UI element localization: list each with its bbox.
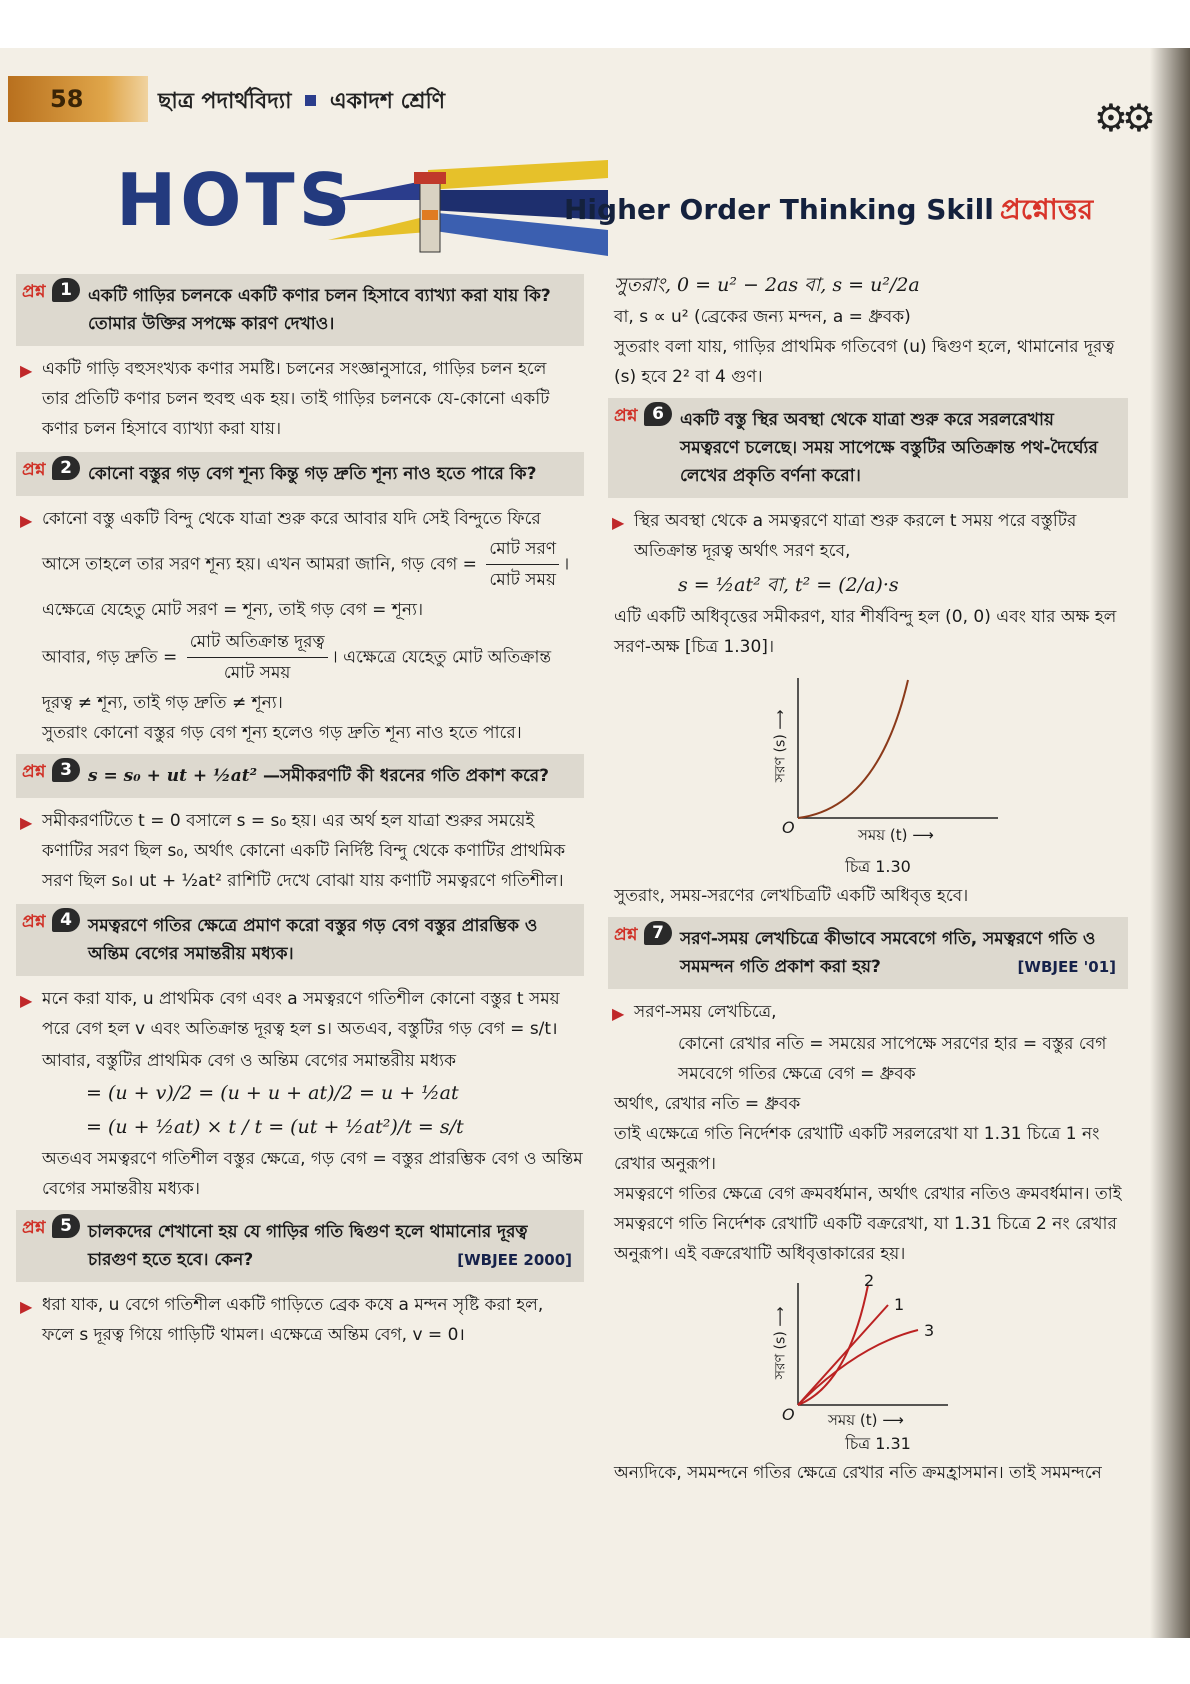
fraction: $\frac{\text{মোট সরণ}}{\text{মোট সময়}}$ — [486, 534, 559, 595]
question-2: প্রশ্ন 2 কোনো বস্তুর গড় বেগ শূন্য কিন্তু গড় দ্রুতি শূন্য নাও হতে পারে কি? — [16, 452, 584, 496]
question-6: প্রশ্ন 6 একটি বস্তু স্থির অবস্থা থেকে যাত্রা শুরু করে সরলরেখায় সমত্বরণে চলেছে। সময় সাপেক্ষে বস্তুটির অতিক্রান্ত পথ-দৈর্ঘ্যের লেখের প্রকৃতি বর্ণনা করো। — [608, 398, 1128, 498]
equation: = (u + ½at) × t / t = (ut + ½at²)/t = s/t — [86, 1116, 464, 1138]
graph-origin: O — [782, 1405, 795, 1424]
question-text: —সমীকরণটি কী ধরনের গতি প্রকাশ করে? — [263, 766, 550, 786]
question-label: প্রশ্ন — [22, 282, 46, 302]
answer-7-line: সমত্বরণে গতির ক্ষেত্রে বেগ ক্রমবর্ধমান, অর্থাৎ রেখার নতিও ক্রমবর্ধমান। তাই সমত্বরণে গতি নির্দেশক রেখাটি একটি বক্ররেখা, যা 1.31 চিত্রে 2 নং রেখার অনুরূপ। এই বক্ররেখাটি অধিবৃত্তাকারের হয়। — [614, 1184, 1122, 1264]
answer-7: ▶ সরণ-সময় লেখচিত্রে, — [608, 995, 1128, 1029]
answer-3: ▶ সমীকরণটিতে t = 0 বসালে s = s₀ হয়। এর অর্থ হল যাত্রা শুরুর সময়েই কণাটির সরণ ছিল s₀, অর্থাৎ কোনো একটি নির্দিষ্ট বিন্দু থেকে কণাটির প্রাথমিক সরণ ছিল s₀। ut + ½at² রাশিটি দেখে বোঝা যায় কণাটি সমত্বরণে গতিশীল। — [16, 804, 584, 898]
graph-y-label: সরণ (s) ⟶ — [772, 709, 789, 783]
triangle-bullet-icon: ▶ — [20, 361, 33, 380]
left-column — [16, 268, 584, 1352]
graph-y-label: সরণ (s) ⟶ — [772, 1306, 789, 1380]
answer-7-line: কোনো রেখার নতি = সময়ের সাপেক্ষে সরণের হার = বস্তুর বেগ — [678, 1034, 1107, 1054]
answer-4-line: আবার, বস্তুটির প্রাথমিক বেগ ও অন্তিম বেগের সমান্তরীয় মধ্যক — [42, 1051, 456, 1071]
hots-logo: HOTS — [116, 158, 355, 242]
fraction: $\frac{\text{মোট অতিক্রান্ত দূরত্ব}}{\text{মোট সময়}}$ — [187, 627, 328, 688]
answer-5-line: সুতরাং বলা যায়, গাড়ির প্রাথমিক গতিবেগ (u) দ্বিগুণ হলে, থামানোর দূরত্ব (s) হবে 2² বা 4 গুণ। — [614, 337, 1115, 387]
equation: s = s₀ + ut + ½at² — [88, 766, 258, 786]
scan-top-margin — [0, 0, 1190, 48]
graph-x-label: সময় (t) ⟶ — [858, 826, 934, 844]
question-5: প্রশ্ন 5 চালকদের শেখানো হয় যে গাড়ির গতি দ্বিগুণ হলে থামানোর দূরত্ব চারগুণ হতে হবে। কেন? [WBJEE 2000] — [16, 1210, 584, 1282]
question-text: চালকদের শেখানো হয় যে গাড়ির গতি দ্বিগুণ হলে থামানোর দূরত্ব চারগুণ হতে হবে। কেন? — [88, 1222, 528, 1270]
answer-5: ▶ ধরা যাক, u বেগে গতিশীল একটি গাড়িতে ব্রেক কষে a মন্দন সৃষ্টি করা হল, ফলে s দূরত্ব গিয়ে গাড়িটি থামল। এক্ষেত্রে অন্তিম বেগ, v = 0। — [16, 1288, 584, 1352]
answer-6-line: এটি একটি অধিবৃত্তের সমীকরণ, যার শীর্ষবিন্দু হল (0, 0) এবং যার অক্ষ হল সরণ-অক্ষ [চিত্র 1.30]। — [614, 607, 1117, 657]
question-number: 1 — [52, 278, 80, 302]
question-text: একটি গাড়ির চলনকে একটি কণার চলন হিসাবে ব্যাখ্যা করা যায় কি? তোমার উক্তির সপক্ষে কারণ দেখাও। — [88, 286, 551, 334]
scan-bottom-margin — [0, 1638, 1190, 1684]
banner-title: Higher Order Thinking Skill প্রশ্নোত্তর — [564, 193, 1094, 226]
equation: s = ½at² বা, t² = (2/a)·s — [678, 574, 899, 596]
answer-2-line: সুতরাং কোনো বস্তুর গড় বেগ শূন্য হলেও গড় দ্রুতি শূন্য নাও হতে পারে। — [42, 723, 522, 743]
curve-label: 3 — [924, 1321, 935, 1340]
answer-5-line: বা, s ∝ u² (ব্রেকের জন্য মন্দন, a = ধ্রুবক) — [614, 307, 911, 327]
answer-4: ▶ মনে করা যাক, u প্রাথমিক বেগ এবং a সমত্বরণে গতিশীল কোনো বস্তুর t সময় পরে বেগ হল v এবং অতিক্রান্ত দূরত্ব হল s। অতএব, বস্তুটির গড় বেগ = s/t। — [16, 982, 584, 1046]
equation: = (u + v)/2 = (u + u + at)/2 = u + ½at — [86, 1082, 459, 1104]
question-7: প্রশ্ন 7 সরণ-সময় লেখচিত্রে কীভাবে সমবেগে গতি, সমত্বরণে গতি ও সমমন্দন গতি প্রকাশ করা হয়? [WBJEE '01] — [608, 917, 1128, 989]
question-1 — [16, 274, 584, 346]
question-text: কোনো বস্তুর গড় বেগ শূন্য কিন্তু গড় দ্রুতি শূন্য নাও হতে পারে কি? — [88, 464, 537, 484]
running-header — [158, 84, 445, 121]
triangle-bullet-icon: ▶ — [20, 1297, 33, 1316]
triangle-bullet-icon: ▶ — [20, 991, 33, 1010]
answer-6-conclusion: সুতরাং, সময়-সরণের লেখচিত্রটি একটি অধিবৃত্ত হবে। — [614, 886, 969, 906]
exam-source: [WBJEE 2000] — [457, 1251, 572, 1269]
answer-7-line: অর্থাৎ, রেখার নতি = ধ্রুবক — [614, 1094, 801, 1114]
answer-2-line: দূরত্ব ≠ শূন্য, তাই গড় দ্রুতি ≠ শূন্য। — [42, 693, 283, 713]
exam-source: [WBJEE '01] — [1017, 958, 1116, 976]
figure-1-30 — [748, 668, 1008, 848]
book-page — [8, 48, 1158, 1638]
figure-caption: চিত্র 1.31 — [845, 1434, 911, 1453]
page-number: 58 — [8, 76, 148, 122]
square-bullet-icon — [305, 95, 316, 106]
graph-origin: O — [782, 818, 795, 837]
answer-4-conclusion: অতএব সমত্বরণে গতিশীল বস্তুর ক্ষেত্রে, গড় বেগ = বস্তুর প্রারম্ভিক বেগ ও অন্তিম বেগের সমান্তরীয় মধ্যক। — [42, 1149, 583, 1199]
answer-6: ▶ স্থির অবস্থা থেকে a সমত্বরণে যাত্রা শুরু করলে t সময় পরে বস্তুটির অতিক্রান্ত দূরত্ব অর্থাৎ সরণ হবে, — [608, 504, 1128, 568]
triangle-bullet-icon: ▶ — [20, 511, 33, 530]
answer-7-line: সমবেগে গতির ক্ষেত্রে বেগ = ধ্রুবক — [678, 1064, 916, 1084]
grade-label: একাদশ শ্রেণি — [329, 89, 446, 114]
answer-7-last-line: অন্যদিকে, সমমন্দনে গতির ক্ষেত্রে রেখার নতি ক্রমহ্রাসমান। তাই সমমন্দনে — [614, 1463, 1102, 1483]
question-4: প্রশ্ন 4 সমত্বরণে গতির ক্ষেত্রে প্রমাণ করো বস্তুর গড় বেগ বস্তুর প্রারম্ভিক ও অন্তিম বেগের সমান্তরীয় মধ্যক। — [16, 904, 584, 976]
equation: সুতরাং, 0 = u² − 2as বা, s = u²/2a — [614, 274, 920, 296]
question-text: সমত্বরণে গতির ক্ষেত্রে প্রমাণ করো বস্তুর গড় বেগ বস্তুর প্রারম্ভিক ও অন্তিম বেগের সমান্তরীয় মধ্যক। — [88, 916, 538, 964]
question-text: একটি বস্তু স্থির অবস্থা থেকে যাত্রা শুরু করে সরলরেখায় সমত্বরণে চলেছে। সময় সাপেক্ষে বস্তুটির অতিক্রান্ত পথ-দৈর্ঘ্যের লেখের প্রকৃতি বর্ণনা করো। — [680, 410, 1098, 486]
question-text: সরণ-সময় লেখচিত্রে কীভাবে সমবেগে গতি, সমত্বরণে গতি ও সমমন্দন গতি প্রকাশ করা হয়? — [680, 929, 1096, 977]
triangle-bullet-icon: ▶ — [20, 813, 33, 832]
book-title: ছাত্র পদার্থবিদ্যা — [158, 89, 292, 114]
right-column — [608, 268, 1128, 1488]
answer-7-line: তাই এক্ষেত্রে গতি নির্দেশক রেখাটি একটি সরলরেখা যা 1.31 চিত্রে 1 নং রেখার অনুরূপ। — [614, 1124, 1100, 1174]
graph-x-label: সময় (t) ⟶ — [828, 1411, 904, 1429]
answer-1: ▶ একটি গাড়ি বহুসংখ্যক কণার সমষ্টি। চলনের সংজ্ঞানুসারে, গাড়ির চলন হলে তার প্রতিটি কণার চলন হুবহু এক হয়। তাই গাড়ির চলনকে যে-কোনো একটি কণার চলন হিসাবে ব্যাখ্যা করা যায়। — [16, 352, 584, 446]
triangle-bullet-icon: ▶ — [612, 1004, 625, 1023]
triangle-bullet-icon: ▶ — [612, 513, 625, 532]
answer-2: ▶ কোনো বস্তু একটি বিন্দু থেকে যাত্রা শুরু করে আবার যদি সেই বিন্দুতে ফিরে আসে তাহলে তার সরণ শূন্য হয়। এখন আমরা জানি, গড় বেগ = $\frac{\text{মোট সরণ}}{\text{মোট সময়}}$ । এক্ষেত্রে যেহেতু মোট সরণ = শূন্য, তাই গড় বেগ = শূন্য। — [16, 502, 584, 627]
curve-label: 1 — [894, 1295, 905, 1314]
figure-1-31 — [748, 1271, 1008, 1429]
gear-icon: ⚙⚙ — [1093, 96, 1150, 140]
question-3: প্রশ্ন 3 s = s₀ + ut + ½at² —সমীকরণটি কী ধরনের গতি প্রকাশ করে? — [16, 754, 584, 798]
answer-2-line: আবার, গড় দ্রুতি = $\frac{\text{মোট অতিক্রান্ত দূরত্ব}}{\text{মোট সময়}}$ । এক্ষেত্রে যেহেতু মোট অতিক্রান্ত — [16, 627, 584, 688]
figure-caption: চিত্র 1.30 — [845, 857, 911, 876]
curve-label: 2 — [864, 1271, 875, 1290]
